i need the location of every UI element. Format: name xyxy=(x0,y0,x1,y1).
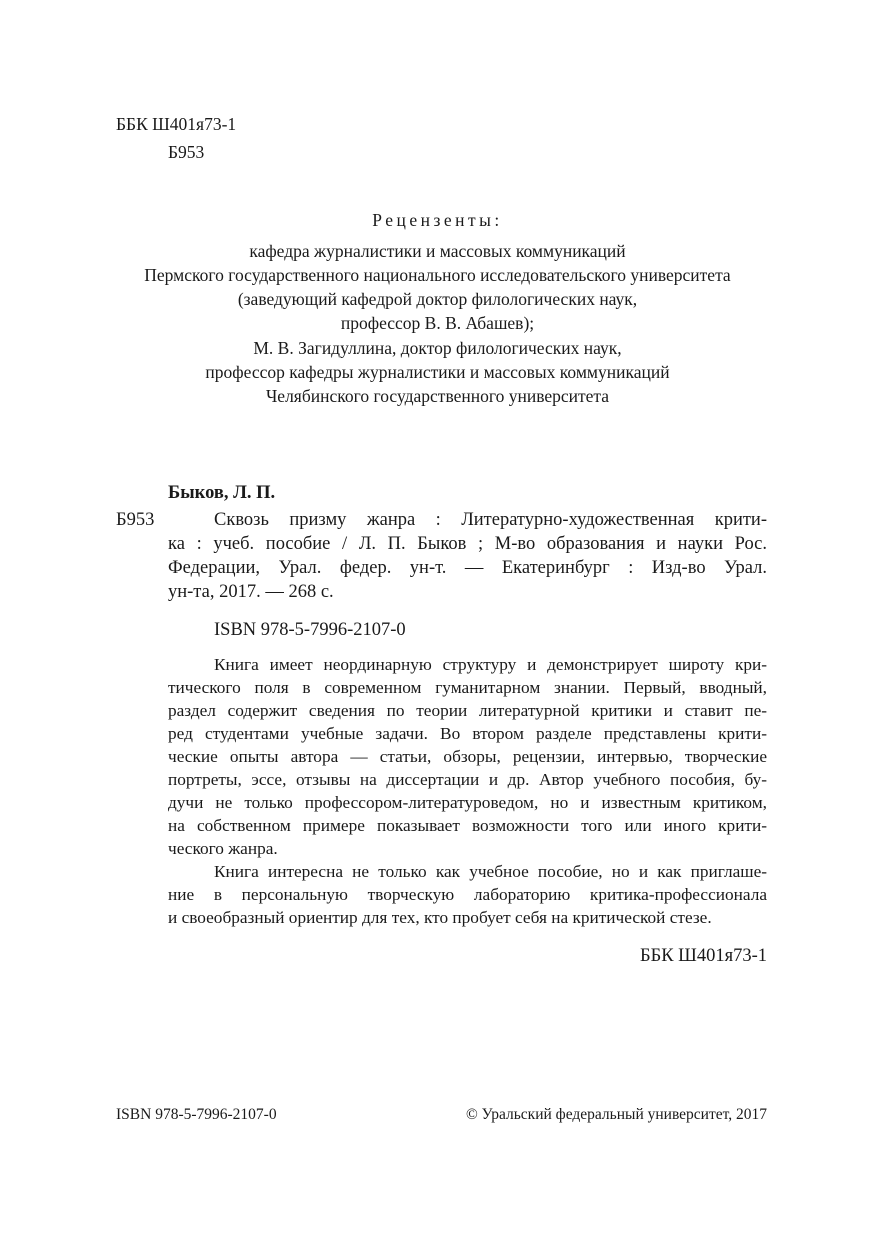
reviewer-line: М. В. Загидуллина, доктор филологических наук, xyxy=(253,338,622,358)
record-line: ка : учеб. пособие / Л. П. Быков ; М-во образования и науки Рос. xyxy=(168,534,767,554)
record-description xyxy=(168,532,767,604)
annotation-line: и своеобразный ориентир для тех, кто пробует себя на критической стезе. xyxy=(168,908,712,927)
record-description-first xyxy=(214,508,767,532)
footer-isbn: ISBN 978-5-7996-2107-0 xyxy=(116,1106,277,1123)
bbk-right: ББК Ш401я73-1 xyxy=(639,946,767,966)
annotation-line: ред студентами учебные задачи. Во втором разделе представлены крити- xyxy=(168,724,767,743)
author-mark: Б953 xyxy=(168,142,205,162)
reviewer-line: (заведующий кафедрой доктор филологических наук, xyxy=(237,289,638,309)
reviewer-line: Пермского государственного национального исследовательского университета xyxy=(144,265,731,285)
reviewer-line: профессор кафедры журналистики и массовых коммуникаций xyxy=(205,362,670,382)
annotation-line: дучи не только профессором-литературоведом, но и известным критиком, xyxy=(168,793,767,812)
record-mark: Б953 xyxy=(116,510,155,530)
annotation-p1-first xyxy=(214,653,767,676)
annotation-paragraph-2 xyxy=(168,883,767,929)
annotation-line: на собственном примере показывает возможности того или иного крити- xyxy=(168,816,767,835)
annotation-paragraph-1 xyxy=(168,676,767,860)
annotation-line: Книга интересна не только как учебное пособие, но и как приглаше- xyxy=(214,862,767,881)
reviewer-line: кафедра журналистики и массовых коммуникаций xyxy=(249,241,626,261)
reviewer-line: профессор В. В. Абашев); xyxy=(340,313,535,333)
record-line: Сквозь призму жанра : Литературно-художественная крити- xyxy=(214,510,767,530)
annotation-line: тического поля в современном гуманитарном знании. Первый, вводный, xyxy=(168,678,767,697)
annotation-line: ческие опыты автора — статьи, обзоры, рецензии, интервью, творческие xyxy=(168,747,767,766)
footer-copyright: © Уральский федеральный университет, 2017 xyxy=(465,1106,767,1123)
annotation-line: раздел содержит сведения по теории литературной критики и ставит пе- xyxy=(168,701,767,720)
record-author: Быков, Л. П. xyxy=(168,483,276,503)
annotation-line: портреты, эссе, отзывы на диссертации и др. Автор учебного пособия, бу- xyxy=(168,770,767,789)
annotation-line: ние в персональную творческую лабораторию критика-профессионала xyxy=(168,885,767,904)
reviewers-title: Рецензенты: xyxy=(372,210,503,230)
annotation-line: Книга имеет неординарную структуру и демонстрирует широту кри- xyxy=(214,655,767,674)
reviewers-block-2 xyxy=(0,336,875,408)
annotation-line: ческого жанра. xyxy=(168,839,278,858)
reviewer-line: Челябинского государственного университета xyxy=(265,386,610,406)
reviewers-heading xyxy=(0,208,875,232)
bbk-code: ББК Ш401я73-1 xyxy=(116,114,237,134)
record-line: ун-та, 2017. — 268 с. xyxy=(168,582,334,602)
annotation-p2-first xyxy=(214,860,767,883)
record-isbn: ISBN 978-5-7996-2107-0 xyxy=(214,620,406,640)
record-line: Федерации, Урал. федер. ун-т. — Екатеринбург : Изд-во Урал. xyxy=(168,558,767,578)
reviewers-block xyxy=(0,239,875,335)
